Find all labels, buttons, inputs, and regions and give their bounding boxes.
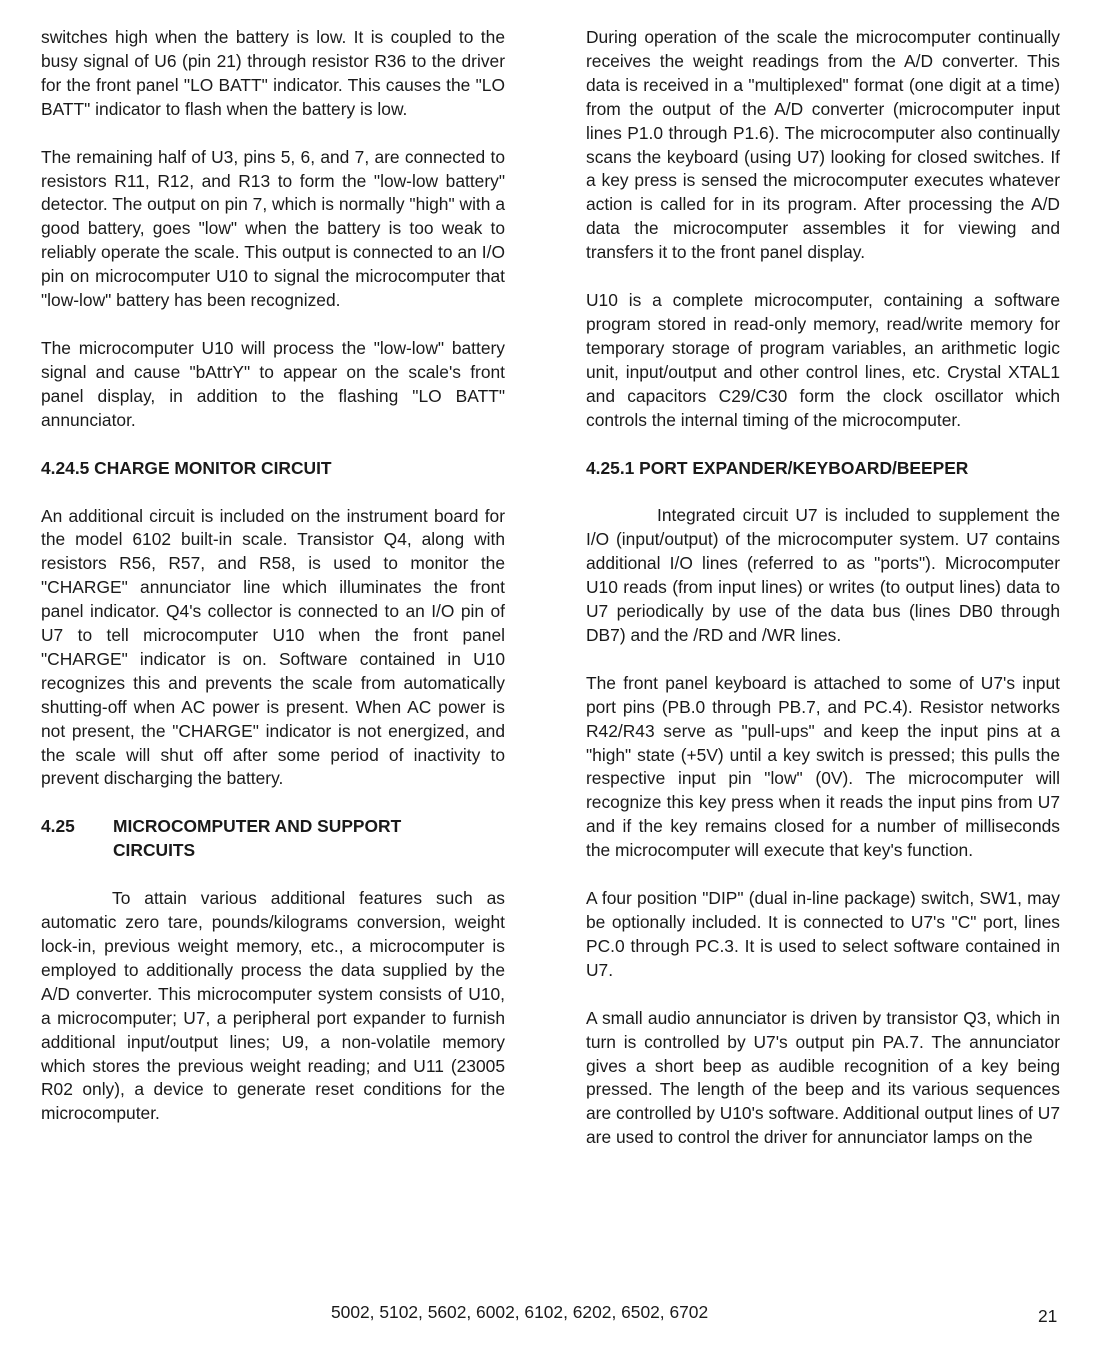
left-column [41, 26, 505, 1150]
paragraph-battery-display: The microcomputer U10 will process the "low-low" battery signal and cause "bAttrY" to appear on the scale's front panel display, in addition to the flashing "LO BATT" annunciator. [41, 337, 505, 430]
paragraph-keyboard: The front panel keyboard is attached to some of U7's input port pins (PB.0 through PB.7, and PC.4). Resistor networks R42/R43 serve as "pull-ups" and keep the input pins at a "high" state (+5V) until a key switch is pressed; this pulls the respective input pin "low" (0V). The microcomputer will recognize this key press when it reads the input pins from U7 and if the key remains closed for a number of milliseconds the microcomputer will execute that key's function. [586, 672, 1060, 861]
paragraph-charge-monitor: An additional circuit is included on the instrument board for the model 6102 built-in scale. Transistor Q4, along with resistors R56, R57, and R58, is used to monitor the "CHARGE" annunciator line which illuminates the front panel indicator. Q4's collector is connected to an I/O pin of U7 to tell microcomputer U10 when the front panel "CHARGE" indicator is on. Software contained in U10 recognizes this and prevents the scale from automatically shutting-off when AC power is present. When AC power is not present, the "CHARGE" indicator is not energized, and the scale will shut off after some period of inactivity to prevent discharging the battery. [41, 505, 505, 789]
paragraph-lo-batt: switches high when the battery is low. It is coupled to the busy signal of U6 (pin 21) through resistor R36 to the driver for the front panel "LO BATT" indicator. This causes the "LO BATT" indicator to flash when the battery is low. [41, 27, 505, 119]
right-column [586, 26, 1060, 1174]
heading-4-25 [41, 815, 505, 863]
heading-4-25-1: 4.25.1 PORT EXPANDER/KEYBOARD/BEEPER [586, 457, 969, 478]
footer-model-list: 5002, 5102, 5602, 6002, 6102, 6202, 6502, 6702 [331, 1302, 709, 1322]
paragraph-dip-switch: A four position "DIP" (dual in-line package) switch, SW1, may be optionally included. It is connected to U7's "C" port, lines PC.0 through PC.3. It is used to select software contained in U7. [586, 888, 1060, 980]
heading-4-25-title [113, 815, 401, 863]
paragraph-beeper: A small audio annunciator is driven by transistor Q3, which in turn is controlled by U7's output pin PA.7. The annunciator gives a short beep as audible recognition of a key being pressed. The length of the beep and its various sequences are controlled by U10's software. Additional output lines of U7 are used to control the driver for annunciator lamps on the [586, 1007, 1060, 1148]
paragraph-microcomputer-system: To attain various additional features such as automatic zero tare, pounds/kilograms conversion, weight lock-in, previous weight memory, etc., a microcomputer is employed to additionally process the data supplied by the A/D converter. This microcomputer system consists of U10, a microcomputer; U7, a peripheral port expander to furnish additional input/output lines; U9, a non-volatile memory which stores the previous weight reading; and U11 (23005 R02 only), a device to generate reset conditions for the microcomputer. [41, 888, 505, 1124]
paragraph-operation: During operation of the scale the microcomputer continually receives the weight readings from the A/D converter. This data is received in a "multiplexed" format (one digit at a time) from the output of the A/D converter (microcomputer input lines P1.0 through P1.6). The microcomputer also continually scans the keyboard (using U7) looking for closed switches. If a key press is sensed the microcomputer executes whatever action is called for in its program. After processing the A/D data the microcomputer assembles it for viewing and transfers it to the front panel display. [586, 27, 1060, 263]
paragraph-u10-description: U10 is a complete microcomputer, containing a software program stored in read-only memory, read/write memory for temporary storage of program variables, an arithmetic logic unit, input/output and other control lines, etc. Crystal XTAL1 and capacitors C29/C30 form the clock oscillator which controls the internal timing of the microcomputer. [586, 290, 1060, 430]
paragraph-port-expander: Integrated circuit U7 is included to supplement the I/O (input/output) of the microcomputer system. U7 contains additional I/O lines (referred to as "ports"). Microcomputer U10 reads (from input lines) or writes (to output lines) data to U7 periodically by use of the data bus (lines DB0 through DB7) and the /RD and /WR lines. [586, 505, 1060, 645]
heading-4-25-number: 4.25 [41, 816, 75, 837]
heading-4-24-5: 4.24.5 CHARGE MONITOR CIRCUIT [41, 457, 332, 478]
page-number: 21 [1038, 1306, 1058, 1326]
heading-4-25-title-line1: MICROCOMPUTER AND SUPPORT [113, 816, 402, 837]
heading-4-25-title-line2: CIRCUITS [113, 840, 196, 861]
paragraph-low-low-detector: The remaining half of U3, pins 5, 6, and 7, are connected to resistors R11, R12, and R13 to form the "low-low battery" detector. The output on pin 7, which is normally "high" with a good battery, goes "low" when the battery is too weak to reliably operate the scale. This output is connected to an I/O pin on microcomputer U10 to signal the microcomputer that "low-low" battery has been recognized. [41, 146, 505, 311]
